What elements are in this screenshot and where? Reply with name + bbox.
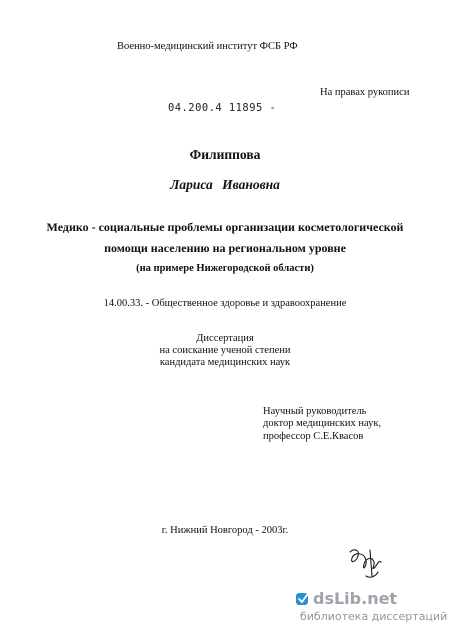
supervisor-degree: доктор медицинских наук, xyxy=(263,418,382,429)
archive-stamp-number: 04.200.4 11895 - xyxy=(168,101,277,114)
institute-name: Военно-медицинский институт ФСБ РФ xyxy=(117,41,298,52)
dslib-logo-icon xyxy=(296,592,310,606)
supervisor-role: Научный руководитель xyxy=(263,406,367,417)
author-surname: Филиппова xyxy=(189,147,261,162)
supervisor-name: профессор С.Е.Квасов xyxy=(263,431,364,442)
watermark-tagline: библиотека диссертаций xyxy=(300,610,448,623)
thesis-title-line-2: помощи населению на региональном уровне xyxy=(104,241,346,255)
degree-line-2: на соискание ученой степени xyxy=(159,345,291,356)
dslib-watermark[interactable] xyxy=(296,589,448,630)
thesis-subtitle: (на примере Нижегородской области) xyxy=(136,263,314,274)
author-given-names: Лариса Ивановна xyxy=(170,177,280,192)
handwritten-signature xyxy=(344,546,386,580)
city-year: г. Нижний Новгород - 2003г. xyxy=(161,525,289,536)
degree-line-1: Диссертация xyxy=(196,333,254,344)
thesis-title-line-1: Медико - социальные проблемы организации косметологической xyxy=(46,220,404,234)
manuscript-rights-note: На правах рукописи xyxy=(320,87,410,98)
watermark-brand: dsLib.net xyxy=(313,589,398,608)
specialty-code: 14.00.33. - Общественное здоровье и здравоохранение xyxy=(103,298,347,309)
degree-line-3: кандидата медицинских наук xyxy=(159,357,291,368)
